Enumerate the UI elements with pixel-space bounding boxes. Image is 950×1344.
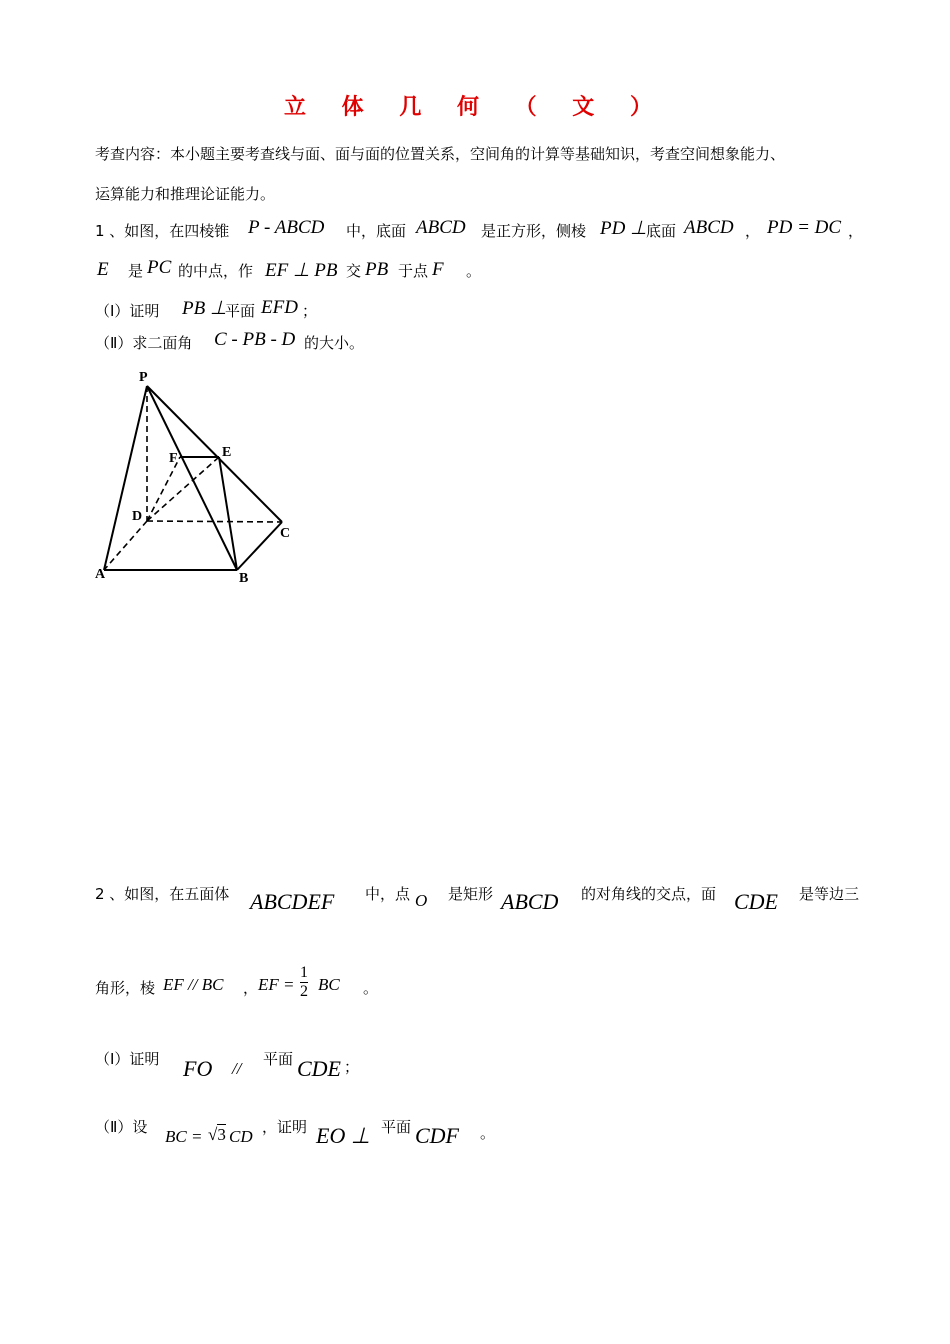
- label-p: P: [139, 370, 148, 385]
- label-c: C: [280, 526, 291, 541]
- q1-text-3: 底面: [646, 222, 677, 240]
- q2-part1-text: 平面: [263, 1050, 294, 1068]
- q2-expr-ef-eq: EF =: [258, 975, 295, 994]
- q1-part2-end: 的大小。: [304, 334, 365, 352]
- q1-expr-pd-perp: PD ⊥: [600, 218, 647, 239]
- page-title: 立 体 几 何 （ 文 ）: [284, 95, 666, 120]
- fraction-numerator: 1: [300, 964, 308, 981]
- q1-expr-pyramid: P - ABCD: [248, 217, 325, 238]
- q1-text-5: ，: [848, 222, 864, 240]
- q2-part2-sqrt3: [208, 1125, 226, 1145]
- q2-text-6: ，: [243, 979, 259, 997]
- q2-text-5: 角形，棱: [95, 979, 156, 997]
- label-f: F: [169, 451, 178, 466]
- q1-text-2: 是正方形，侧棱: [481, 222, 587, 240]
- q1-expr-pb: PB: [365, 259, 389, 280]
- q2-expr-cde: CDE: [734, 889, 778, 914]
- sqrt-radicand: 3: [217, 1125, 226, 1144]
- q1-text-9: 于点: [398, 262, 429, 280]
- q2-text-2: 是矩形: [448, 885, 494, 903]
- q2-part1-expr-fo: FO: [183, 1056, 213, 1081]
- q2-text-7: 。: [363, 979, 379, 997]
- q2-part1-end: ；: [344, 1058, 360, 1076]
- q2-part2-expr-bc-eq: BC =: [165, 1127, 203, 1146]
- q2-part1-label: （Ⅰ）证明: [95, 1050, 160, 1068]
- q2-text-1: 中，点: [365, 885, 411, 903]
- q2-part1-parallel: //: [232, 1059, 242, 1078]
- q1-text-7: 的中点，作: [178, 262, 254, 280]
- edge-bc: [237, 522, 282, 570]
- q1-text-10: 。: [466, 262, 482, 280]
- q2-expr-bc: BC: [318, 975, 340, 994]
- q1-part1-label: （Ⅰ）证明: [95, 302, 160, 320]
- edge-pb: [147, 386, 237, 570]
- q1-part1-text: 平面: [225, 302, 256, 320]
- q2-number: 2 、如图，在五面体: [95, 885, 230, 903]
- segment-df: [147, 457, 180, 521]
- label-a: A: [95, 567, 106, 582]
- label-b: B: [239, 571, 249, 586]
- label-e: E: [222, 445, 232, 460]
- q1-text-1: 中，底面: [346, 222, 407, 240]
- q2-expr-o: O: [415, 891, 428, 910]
- q1-part1-expr-efd: EFD: [261, 297, 298, 318]
- q2-text-3: 的对角线的交点，面: [581, 885, 717, 903]
- q2-part2-text-2: 平面: [381, 1118, 412, 1136]
- q2-part2-expr-cd: CD: [229, 1127, 253, 1146]
- q1-text-8: 交: [346, 262, 362, 280]
- fraction-denominator: 2: [300, 983, 308, 1000]
- q1-expr-base-2: ABCD: [684, 217, 734, 238]
- q1-expr-base: ABCD: [416, 217, 466, 238]
- intro-line-2: 运算能力和推理论证能力。: [95, 185, 276, 203]
- q1-expr-f: F: [432, 259, 444, 280]
- q1-expr-e: E: [97, 259, 109, 280]
- edge-pc: [147, 386, 282, 522]
- q2-part2-text-1: ，证明: [262, 1118, 308, 1136]
- q1-part1-end: ；: [302, 302, 318, 320]
- q2-part2-label: （Ⅱ）设: [95, 1118, 148, 1136]
- q2-part2-expr-eo-perp: EO ⊥: [316, 1123, 370, 1148]
- q1-expr-pc: PC: [147, 257, 172, 278]
- q1-expr-ef-perp-pb: EF ⊥ PB: [265, 260, 338, 281]
- edge-pa: [104, 386, 147, 570]
- label-d: D: [132, 509, 143, 524]
- q2-expr-ef-parallel-bc: EF // BC: [163, 975, 224, 994]
- q1-part2-label: （Ⅱ）求二面角: [95, 334, 193, 352]
- q1-number: 1 、如图，在四棱锥: [95, 222, 230, 240]
- q2-part2-expr-cdf: CDF: [415, 1123, 459, 1148]
- q1-text-4: ，: [745, 222, 761, 240]
- q2-part2-end: 。: [480, 1124, 496, 1142]
- q1-part1-expr-pb-perp: PB ⊥: [182, 298, 227, 319]
- q1-expr-pd-dc: PD = DC: [767, 217, 842, 238]
- q2-part1-expr-cde: CDE: [297, 1056, 341, 1081]
- sqrt-sign: √: [208, 1125, 218, 1144]
- q1-part2-expr: C - PB - D: [214, 329, 296, 350]
- q2-fraction-half: [300, 964, 308, 1001]
- intro-line-1: 考查内容：本小题主要考查线与面、面与面的位置关系，空间角的计算等基础知识，考查空间想象能力、: [95, 145, 786, 163]
- q2-text-4: 是等边三: [799, 885, 860, 903]
- q2-expr-abcd: ABCD: [501, 889, 559, 914]
- pyramid-figure: [92, 364, 302, 589]
- q1-text-6: 是: [128, 262, 144, 280]
- q2-expr-pentahedron: ABCDEF: [250, 889, 335, 914]
